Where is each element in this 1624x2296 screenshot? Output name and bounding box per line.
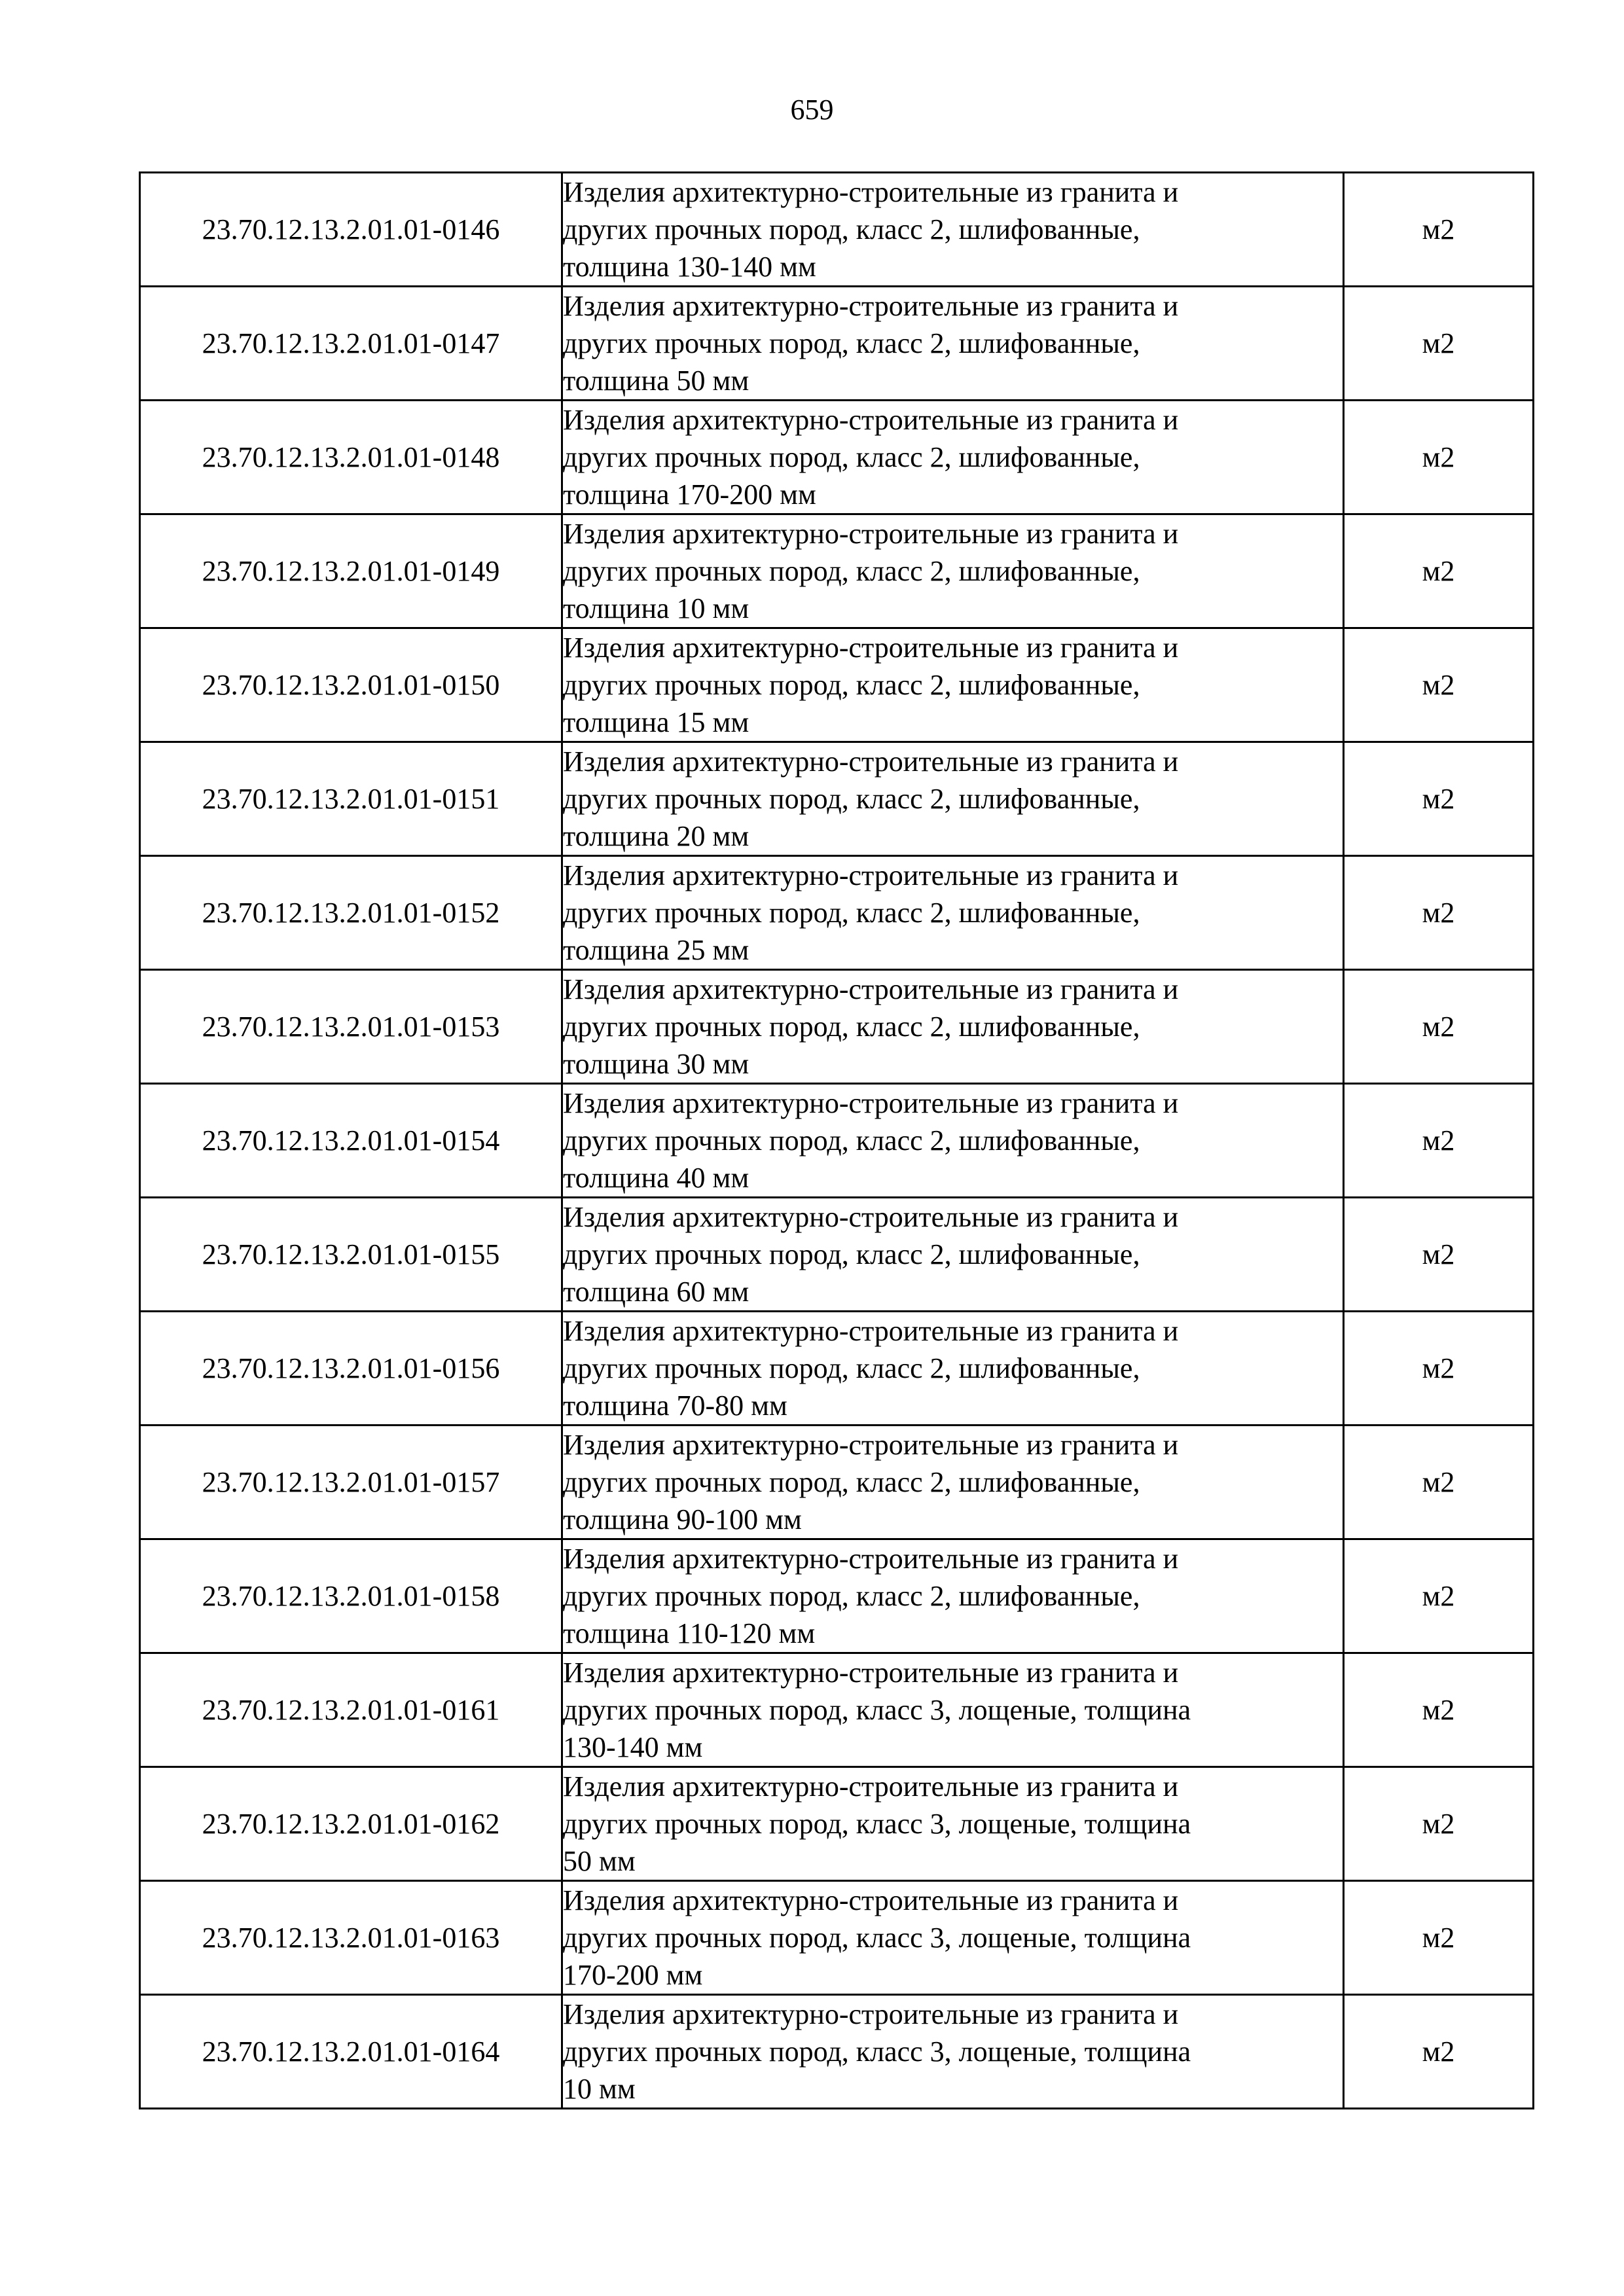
table-row: [140, 742, 1534, 856]
resource-description-cell: [562, 1312, 1344, 1426]
description-line: Изделия архитектурно-строительные из гранита и: [563, 859, 1179, 891]
table-row: [140, 1198, 1534, 1312]
description-line: Изделия архитектурно-строительные из гранита и: [563, 973, 1179, 1005]
resource-code-cell: 23.70.12.13.2.01.01-0148: [140, 401, 562, 514]
description-line: других прочных пород, класс 2, шлифованные,: [563, 441, 1140, 473]
unit-cell: м2: [1344, 1653, 1534, 1767]
description-line: Изделия архитектурно-строительные из гранита и: [563, 518, 1179, 550]
unit-cell: м2: [1344, 1539, 1534, 1653]
resource-table: [139, 171, 1534, 2109]
unit-cell: м2: [1344, 1198, 1534, 1312]
table-row: [140, 856, 1534, 970]
resource-code-cell: 23.70.12.13.2.01.01-0151: [140, 742, 562, 856]
description-line: 50 мм: [563, 1845, 636, 1877]
description-line: других прочных пород, класс 2, шлифованные,: [563, 897, 1140, 929]
description-line: 170-200 мм: [563, 1959, 703, 1991]
description-line: других прочных пород, класс 3, лощеные, толщина: [563, 1808, 1191, 1840]
description-line: Изделия архитектурно-строительные из гранита и: [563, 1884, 1179, 1916]
description-line: Изделия архитектурно-строительные из гранита и: [563, 745, 1179, 778]
description-line: 10 мм: [563, 2073, 636, 2105]
resource-code-cell: 23.70.12.13.2.01.01-0156: [140, 1312, 562, 1426]
unit-cell: м2: [1344, 1995, 1534, 2109]
resource-description-cell: [562, 1426, 1344, 1539]
resource-code-cell: 23.70.12.13.2.01.01-0157: [140, 1426, 562, 1539]
resource-description-cell: [562, 173, 1344, 287]
unit-cell: м2: [1344, 970, 1534, 1084]
description-line: других прочных пород, класс 2, шлифованные,: [563, 1124, 1140, 1157]
description-line: других прочных пород, класс 2, шлифованные,: [563, 213, 1140, 245]
resource-code-cell: 23.70.12.13.2.01.01-0162: [140, 1767, 562, 1881]
unit-cell: м2: [1344, 1767, 1534, 1881]
description-line: других прочных пород, класс 2, шлифованные,: [563, 669, 1140, 701]
description-line: других прочных пород, класс 2, шлифованные,: [563, 1238, 1140, 1270]
description-line: толщина 170-200 мм: [563, 478, 816, 511]
description-line: толщина 40 мм: [563, 1162, 749, 1194]
table-row: [140, 401, 1534, 514]
resource-description-cell: [562, 1539, 1344, 1653]
description-line: других прочных пород, класс 3, лощеные, толщина: [563, 1922, 1191, 1954]
resource-code-cell: 23.70.12.13.2.01.01-0163: [140, 1881, 562, 1995]
description-line: Изделия архитектурно-строительные из гранита и: [563, 404, 1179, 436]
table-row: [140, 173, 1534, 287]
description-line: толщина 70-80 мм: [563, 1390, 787, 1422]
description-line: Изделия архитектурно-строительные из гранита и: [563, 1543, 1179, 1575]
description-line: Изделия архитектурно-строительные из гранита и: [563, 1201, 1179, 1233]
unit-cell: м2: [1344, 173, 1534, 287]
description-line: других прочных пород, класс 2, шлифованные,: [563, 1466, 1140, 1498]
table-row: [140, 970, 1534, 1084]
description-line: толщина 60 мм: [563, 1276, 749, 1308]
description-line: Изделия архитектурно-строительные из гранита и: [563, 632, 1179, 664]
description-line: 130-140 мм: [563, 1731, 703, 1763]
resource-code-cell: 23.70.12.13.2.01.01-0161: [140, 1653, 562, 1767]
resource-code-cell: 23.70.12.13.2.01.01-0149: [140, 514, 562, 628]
description-line: толщина 25 мм: [563, 934, 749, 966]
resource-code-cell: 23.70.12.13.2.01.01-0153: [140, 970, 562, 1084]
resource-description-cell: [562, 1767, 1344, 1881]
description-line: других прочных пород, класс 2, шлифованные,: [563, 1352, 1140, 1384]
resource-code-cell: 23.70.12.13.2.01.01-0164: [140, 1995, 562, 2109]
unit-cell: м2: [1344, 401, 1534, 514]
description-line: толщина 90-100 мм: [563, 1503, 802, 1535]
description-line: толщина 50 мм: [563, 365, 749, 397]
unit-cell: м2: [1344, 1312, 1534, 1426]
resource-code-cell: 23.70.12.13.2.01.01-0147: [140, 287, 562, 401]
description-line: Изделия архитектурно-строительные из гранита и: [563, 1315, 1179, 1347]
unit-cell: м2: [1344, 287, 1534, 401]
resource-description-cell: [562, 287, 1344, 401]
resource-code-cell: 23.70.12.13.2.01.01-0152: [140, 856, 562, 970]
page-number: 659: [790, 94, 834, 126]
description-line: толщина 110-120 мм: [563, 1617, 816, 1649]
description-line: толщина 20 мм: [563, 820, 749, 852]
resource-code-cell: 23.70.12.13.2.01.01-0150: [140, 628, 562, 742]
unit-cell: м2: [1344, 742, 1534, 856]
table-body: [140, 173, 1534, 2109]
description-line: толщина 15 мм: [563, 706, 749, 738]
description-line: толщина 130-140 мм: [563, 251, 816, 283]
unit-cell: м2: [1344, 628, 1534, 742]
description-line: Изделия архитектурно-строительные из гранита и: [563, 290, 1179, 322]
description-line: Изделия архитектурно-строительные из гранита и: [563, 176, 1179, 208]
table-row: [140, 514, 1534, 628]
description-line: толщина 10 мм: [563, 592, 749, 624]
description-line: толщина 30 мм: [563, 1048, 749, 1080]
unit-cell: м2: [1344, 1426, 1534, 1539]
resource-description-cell: [562, 742, 1344, 856]
unit-cell: м2: [1344, 856, 1534, 970]
table-row: [140, 1995, 1534, 2109]
resource-description-cell: [562, 401, 1344, 514]
unit-cell: м2: [1344, 1084, 1534, 1198]
resource-description-cell: [562, 1198, 1344, 1312]
resource-description-cell: [562, 1084, 1344, 1198]
description-line: Изделия архитектурно-строительные из гранита и: [563, 1429, 1179, 1461]
resource-code-cell: 23.70.12.13.2.01.01-0154: [140, 1084, 562, 1198]
table-row: [140, 628, 1534, 742]
table-row: [140, 1312, 1534, 1426]
description-line: других прочных пород, класс 3, лощеные, толщина: [563, 1694, 1191, 1726]
table-row: [140, 1084, 1534, 1198]
table-row: [140, 1881, 1534, 1995]
table-row: [140, 287, 1534, 401]
resource-code-cell: 23.70.12.13.2.01.01-0146: [140, 173, 562, 287]
resource-description-cell: [562, 514, 1344, 628]
table-row: [140, 1653, 1534, 1767]
table-row: [140, 1767, 1534, 1881]
description-line: других прочных пород, класс 3, лощеные, толщина: [563, 2036, 1191, 2068]
description-line: Изделия архитектурно-строительные из гранита и: [563, 1087, 1179, 1119]
unit-cell: м2: [1344, 1881, 1534, 1995]
resource-description-cell: [562, 1881, 1344, 1995]
description-line: Изделия архитектурно-строительные из гранита и: [563, 1998, 1179, 2030]
resource-description-cell: [562, 628, 1344, 742]
table-row: [140, 1539, 1534, 1653]
unit-cell: м2: [1344, 514, 1534, 628]
description-line: других прочных пород, класс 2, шлифованные,: [563, 327, 1140, 359]
description-line: других прочных пород, класс 2, шлифованные,: [563, 1011, 1140, 1043]
description-line: Изделия архитектурно-строительные из гранита и: [563, 1770, 1179, 1803]
resource-description-cell: [562, 1995, 1344, 2109]
resource-description-cell: [562, 970, 1344, 1084]
resource-description-cell: [562, 856, 1344, 970]
resource-description-cell: [562, 1653, 1344, 1767]
description-line: Изделия архитектурно-строительные из гранита и: [563, 1657, 1179, 1689]
description-line: других прочных пород, класс 2, шлифованные,: [563, 783, 1140, 815]
description-line: других прочных пород, класс 2, шлифованные,: [563, 1580, 1140, 1612]
resource-code-cell: 23.70.12.13.2.01.01-0155: [140, 1198, 562, 1312]
resource-code-cell: 23.70.12.13.2.01.01-0158: [140, 1539, 562, 1653]
table-row: [140, 1426, 1534, 1539]
description-line: других прочных пород, класс 2, шлифованные,: [563, 555, 1140, 587]
